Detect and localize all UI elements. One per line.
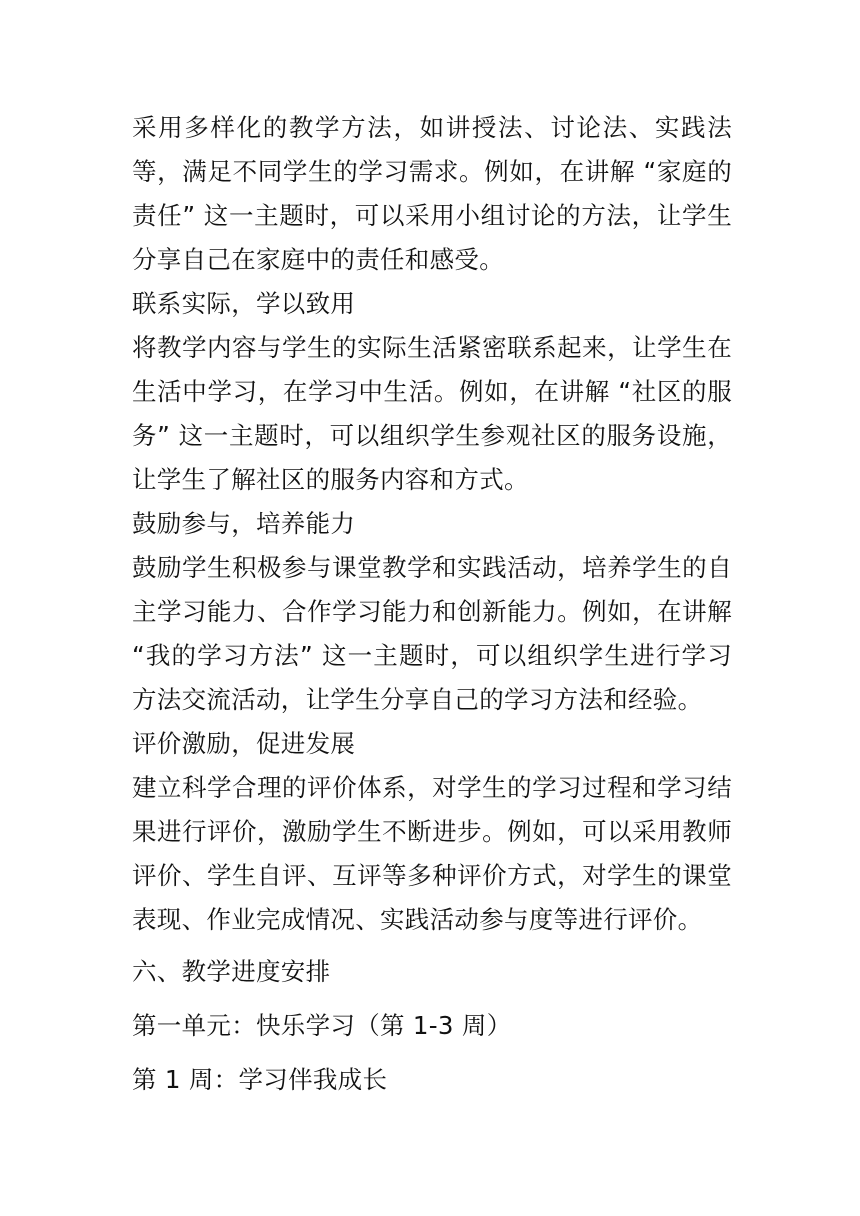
heading-encourage-participation: 鼓励参与，培养能力	[132, 509, 356, 538]
document-body	[132, 106, 732, 1102]
paragraph-real-life: 将教学内容与学生的实际生活紧密联系起来，让学生在生活中学习，在学习中生活。例如，在讲解 “社区的服务” 这一主题时，可以组织学生参观社区的服务设施，让学生了解社区的服务内容和方式。	[132, 333, 732, 494]
heading-unit-one: 第一单元：快乐学习（第 1-3 周）	[132, 1011, 512, 1040]
section-heading-schedule: 六、教学进度安排	[132, 957, 331, 986]
paragraph-teaching-methods: 采用多样化的教学方法，如讲授法、讨论法、实践法等，满足不同学生的学习需求。例如，在讲解 “家庭的责任” 这一主题时，可以采用小组讨论的方法，让学生分享自己在家庭中的责任和感受。	[132, 113, 732, 274]
heading-week-one: 第 1 周：学习伴我成长	[132, 1065, 388, 1094]
heading-evaluation: 评价激励，促进发展	[132, 729, 356, 758]
paragraph-evaluation: 建立科学合理的评价体系，对学生的学习过程和学习结果进行评价，激励学生不断进步。例如，可以采用教师评价、学生自评、互评等多种评价方式，对学生的课堂表现、作业完成情况、实践活动参与度等进行评价。	[132, 773, 732, 934]
heading-practical-application: 联系实际，学以致用	[132, 289, 356, 318]
paragraph-participation: 鼓励学生积极参与课堂教学和实践活动，培养学生的自主学习能力、合作学习能力和创新能力。例如，在讲解 “我的学习方法” 这一主题时，可以组织学生进行学习方法交流活动，让学生分享自己的学习方法和经验。	[132, 553, 732, 714]
